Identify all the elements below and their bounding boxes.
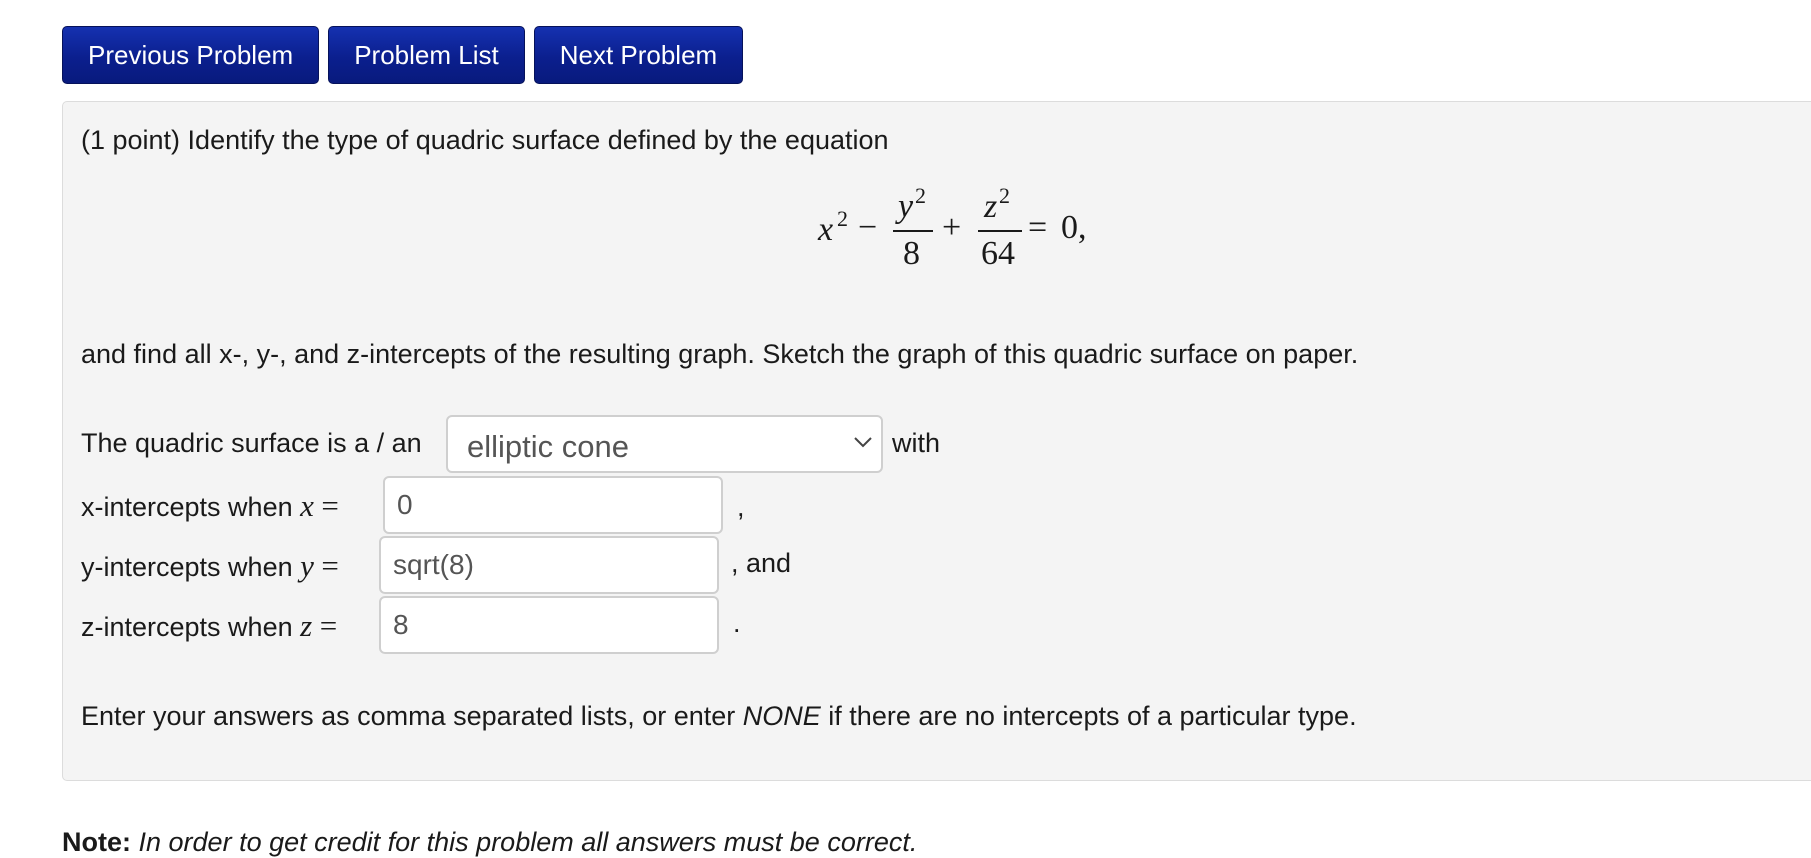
quadric-equation xyxy=(818,183,1098,293)
previous-problem-button[interactable]: Previous Problem xyxy=(62,26,319,84)
y-var: y xyxy=(300,548,314,583)
x-var: x xyxy=(300,488,314,523)
next-problem-button[interactable]: Next Problem xyxy=(534,26,744,84)
y-intercepts-input[interactable] xyxy=(379,536,719,594)
surface-type-select[interactable] xyxy=(446,415,883,473)
answer-format-text-1: Enter your answers as comma separated lists, or enter xyxy=(81,701,743,731)
eq-y-fraction-bar xyxy=(893,230,933,232)
x-intercepts-input[interactable] xyxy=(383,476,723,534)
eq-y-den: 8 xyxy=(903,235,920,272)
z-intercepts-input[interactable] xyxy=(379,596,719,654)
credit-note-label: Note: xyxy=(62,827,131,857)
chevron-down-icon xyxy=(853,435,873,449)
eq-plus: + xyxy=(942,209,962,246)
z-intercepts-label xyxy=(81,608,337,644)
z-intercepts-text: z-intercepts when xyxy=(81,612,293,642)
y-intercepts-label xyxy=(81,548,339,584)
z-row-suffix: . xyxy=(733,608,741,638)
surface-type-value: elliptic cone xyxy=(467,429,629,464)
eq-z-fraction-bar xyxy=(978,230,1022,232)
eq-y-exp: 2 xyxy=(915,183,926,208)
credit-note xyxy=(62,827,917,858)
problem-instruction: and find all x-, y-, and z-intercepts of the resulting graph. Sketch the graph of this quadric surface on paper. xyxy=(81,339,1359,369)
eq-x-exp: 2 xyxy=(837,206,848,231)
x-equals: = xyxy=(321,488,339,523)
surface-prefix: The quadric surface is a / an xyxy=(81,428,422,458)
problem-intro: (1 point) Identify the type of quadric surface defined by the equation xyxy=(81,125,889,155)
y-row-suffix: , and xyxy=(731,548,792,578)
answer-format-hint xyxy=(81,701,1357,732)
credit-note-text: In order to get credit for this problem all answers must be correct. xyxy=(138,827,918,857)
x-intercepts-label xyxy=(81,488,339,524)
answer-format-text-2: if there are no intercepts of a particular type. xyxy=(820,701,1357,731)
surface-suffix: with xyxy=(892,428,941,458)
eq-rhs: 0, xyxy=(1061,209,1087,246)
eq-z-var: z xyxy=(984,188,998,225)
problem-nav xyxy=(62,26,743,84)
z-equals: = xyxy=(319,608,338,643)
z-var: z xyxy=(300,608,313,643)
eq-equals: = xyxy=(1028,209,1048,246)
problem-list-button[interactable]: Problem List xyxy=(328,26,525,84)
y-intercepts-text: y-intercepts when xyxy=(81,552,293,582)
eq-x-var: x xyxy=(818,211,834,248)
x-row-suffix: , xyxy=(737,492,745,522)
eq-minus: − xyxy=(858,209,878,246)
eq-z-den: 64 xyxy=(981,235,1015,272)
x-intercepts-text: x-intercepts when xyxy=(81,492,293,522)
eq-y-var: y xyxy=(898,188,914,225)
y-equals: = xyxy=(321,548,339,583)
eq-z-exp: 2 xyxy=(999,183,1010,208)
answer-format-none: NONE xyxy=(742,701,821,731)
